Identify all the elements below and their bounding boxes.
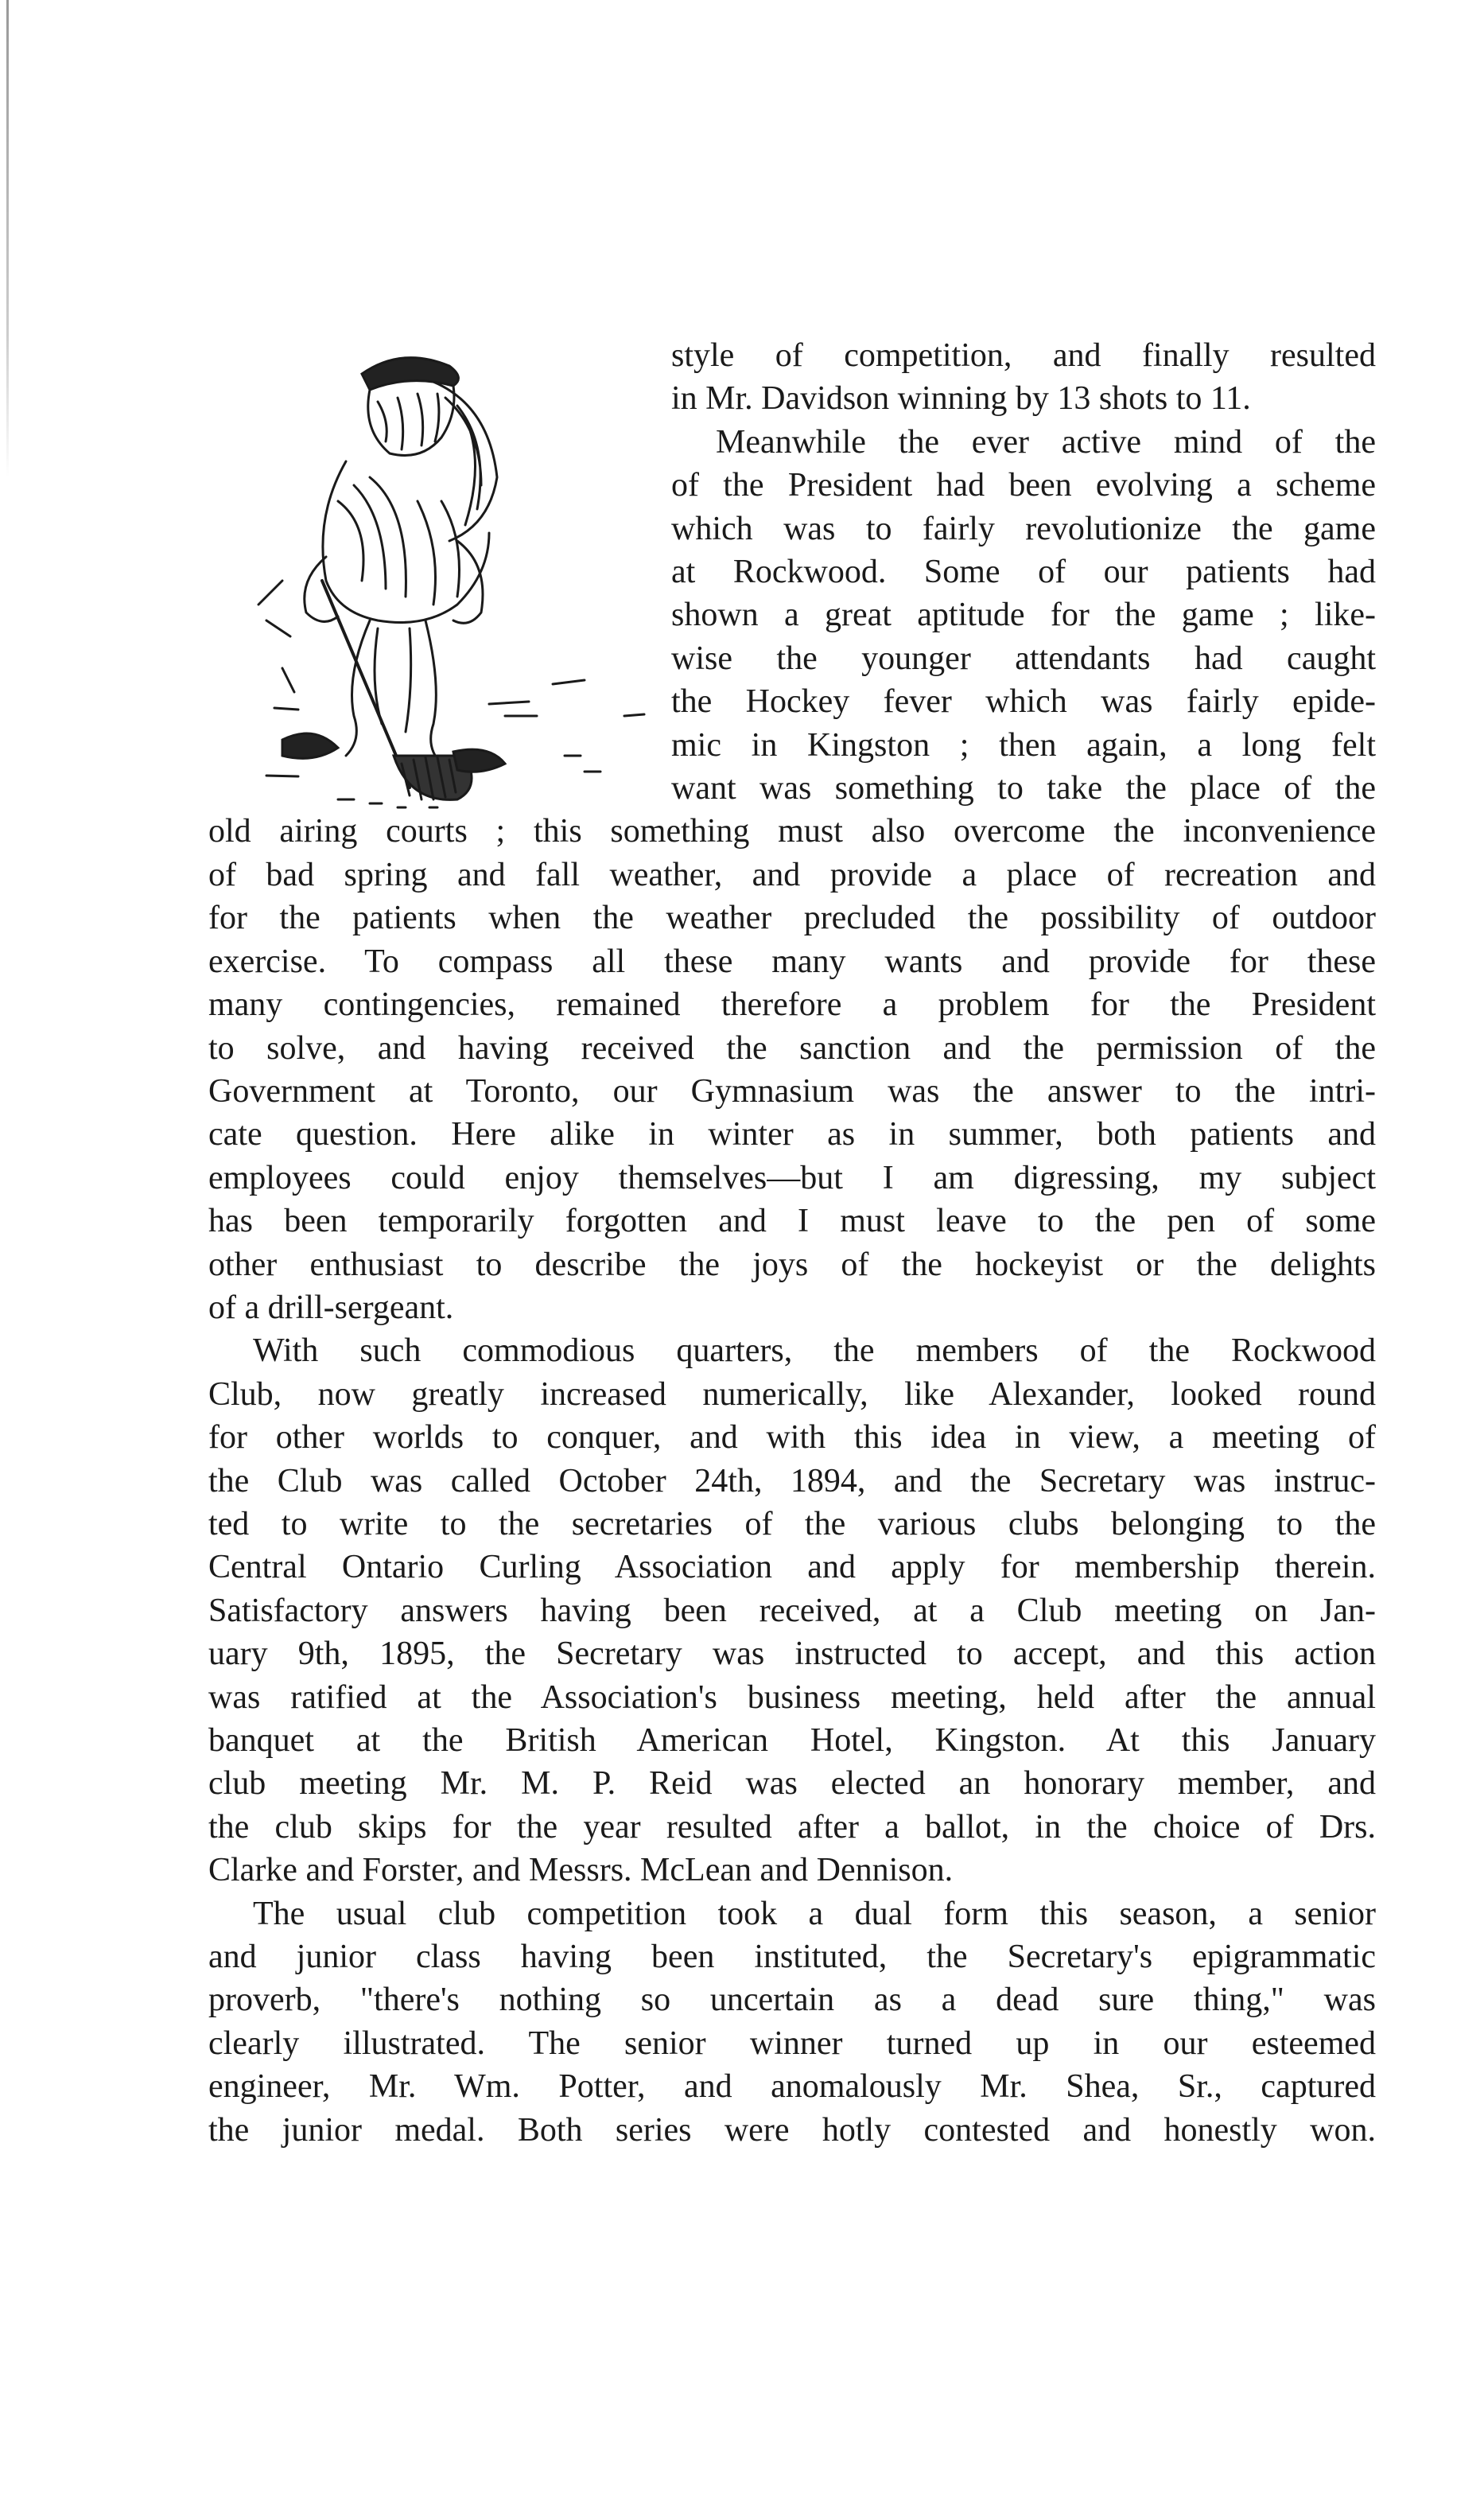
page-edge-shadow [6,0,9,477]
text-line: Clarke and Forster, and Messrs. McLean and Dennison. [208,1852,954,1889]
text-line: was ratified at the Association's business meeting, held after the annual [208,1678,1376,1716]
text-line: club meeting Mr. M. P. Reid was elected an honorary member, and [208,1765,1376,1803]
text-line: Satisfactory answers having been received, at a Club meeting on Jan- [208,1592,1376,1629]
text-line: want was something to take the place of the [671,770,1376,807]
text-line: to solve, and having received the sanction and the permission of the [208,1029,1376,1067]
text-line: cate question. Here alike in winter as in summer, both patients and [208,1116,1376,1153]
text-line: of the President had been evolving a scheme [671,467,1376,504]
text-line: ted to write to the secretaries of the various clubs belonging to the [208,1505,1376,1542]
text-line: mic in Kingston ; then again, a long felt [671,726,1376,764]
text-line: proverb, "there's nothing so uncertain as a dead sure thing," was [208,1982,1376,2019]
text-line: of bad spring and fall weather, and provide a place of recreation and [208,856,1376,893]
text-line: and junior class having been instituted, the Secretary's epigrammatic [208,1939,1376,1976]
text-line: Central Ontario Curling Association and apply for membership therein. [208,1549,1376,1586]
text-line: Club, now greatly increased numerically, like Alexander, looked round [208,1375,1376,1413]
text-line: shown a great aptitude for the game ; like- [671,597,1376,634]
text-line: which was to fairly revolutionize the game [671,510,1376,547]
text-line: employees could enjoy themselves—but I am digressing, my subject [208,1159,1376,1196]
text-line: wise the younger attendants had caught [671,640,1376,677]
text-line: for the patients when the weather precluded the possibility of outdoor [208,900,1376,937]
text-line: the Club was called October 24th, 1894, and the Secretary was instruc- [208,1462,1376,1499]
text-line: banquet at the British American Hotel, Kingston. At this January [208,1722,1376,1759]
text-line: exercise. To compass all these many wants and provide for these [208,943,1376,980]
text-line: the junior medal. Both series were hotly contested and honestly won. [208,2111,1376,2149]
text-line: With such commodious quarters, the members of the Rockwood [253,1332,1376,1370]
text-line: for other worlds to conquer, and with this idea in view, a meeting of [208,1419,1376,1457]
text-line: The usual club competition took a dual form this season, a senior [253,1895,1376,1932]
text-line: many contingencies, remained therefore a problem for the President [208,986,1376,1024]
text-line: Government at Toronto, our Gymnasium was the answer to the intri- [208,1072,1376,1110]
text-line: old airing courts ; this something must also overcome the inconvenience [208,813,1376,850]
text-line: Meanwhile the ever active mind of the [716,423,1376,461]
text-line: the Hockey fever which was fairly epide- [671,683,1376,721]
text-line: other enthusiast to describe the joys of the hockeyist or the delights [208,1246,1376,1283]
text-line: engineer, Mr. Wm. Potter, and anomalously Mr. Shea, Sr., captured [208,2068,1376,2106]
article-body [208,334,1376,2152]
text-line: of a drill-sergeant. [208,1289,454,1326]
text-line: clearly illustrated. The senior winner turned up in our esteemed [208,2024,1376,2062]
text-line: in Mr. Davidson winning by 13 shots to 11. [671,380,1251,418]
text-line: style of competition, and finally resulted [671,337,1376,374]
text-line: at Rockwood. Some of our patients had [671,554,1376,591]
text-line: uary 9th, 1895, the Secretary was instructed to accept, and this action [208,1635,1376,1673]
text-line: the club skips for the year resulted after a ballot, in the choice of Drs. [208,1808,1376,1846]
text-line: has been temporarily forgotten and I must leave to the pen of some [208,1203,1376,1240]
